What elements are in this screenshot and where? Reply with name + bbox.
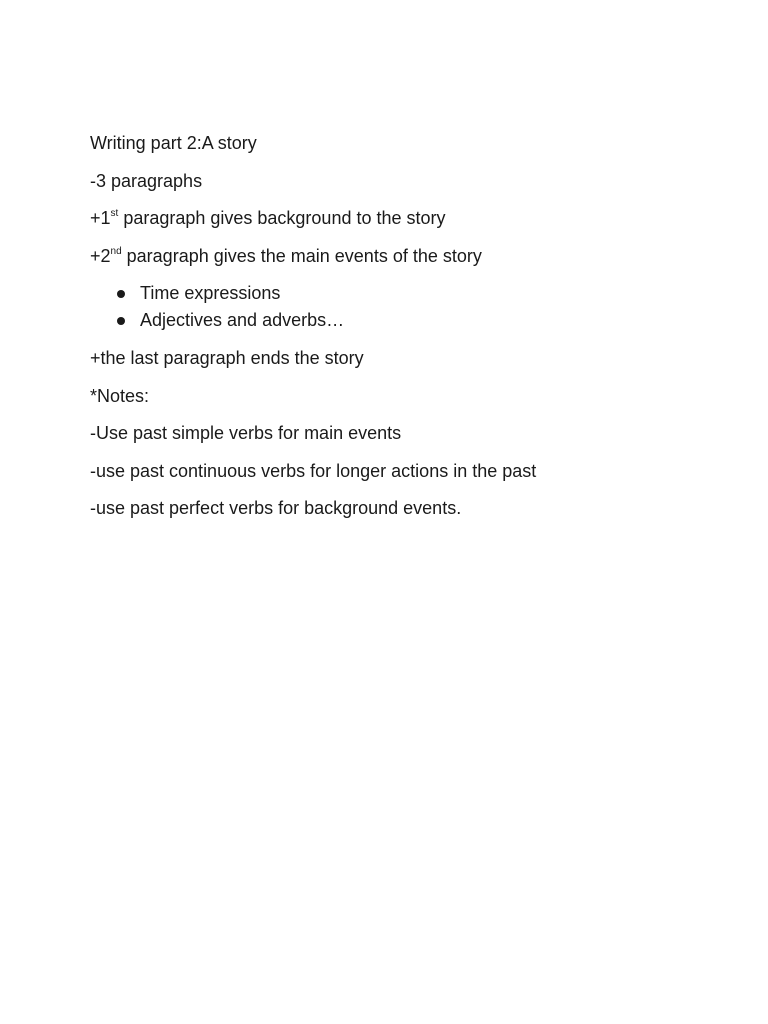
bullet-item (90, 280, 710, 307)
bullet-list (90, 280, 710, 334)
bullet-icon (117, 317, 125, 325)
note-line: -use past continuous verbs for longer actions in the past (90, 460, 537, 481)
first-superscript: st (110, 208, 119, 219)
note-line: -Use past simple verbs for main events (90, 423, 402, 443)
bullet-icon (117, 290, 125, 298)
document-title: Writing part 2:A story (90, 133, 257, 153)
note-line: -use past perfect verbs for background events. (90, 498, 462, 518)
notes-heading: *Notes: (90, 385, 150, 406)
paragraph-count-line: -3 paragraphs (90, 170, 203, 191)
first-prefix: +1 (90, 208, 111, 228)
second-paragraph-line (90, 243, 710, 269)
first-rest: paragraph gives background to the story (118, 208, 446, 228)
bullet-text: Adjectives and adverbs… (140, 310, 345, 330)
bullet-item (90, 307, 710, 334)
bullet-text: Time expressions (140, 283, 281, 303)
first-paragraph-line (90, 205, 710, 231)
document-body (90, 130, 710, 533)
last-paragraph-line: +the last paragraph ends the story (90, 348, 364, 368)
second-prefix: +2 (90, 245, 111, 266)
second-rest: paragraph gives the main events of the story (121, 245, 482, 266)
second-superscript: nd (110, 245, 122, 257)
